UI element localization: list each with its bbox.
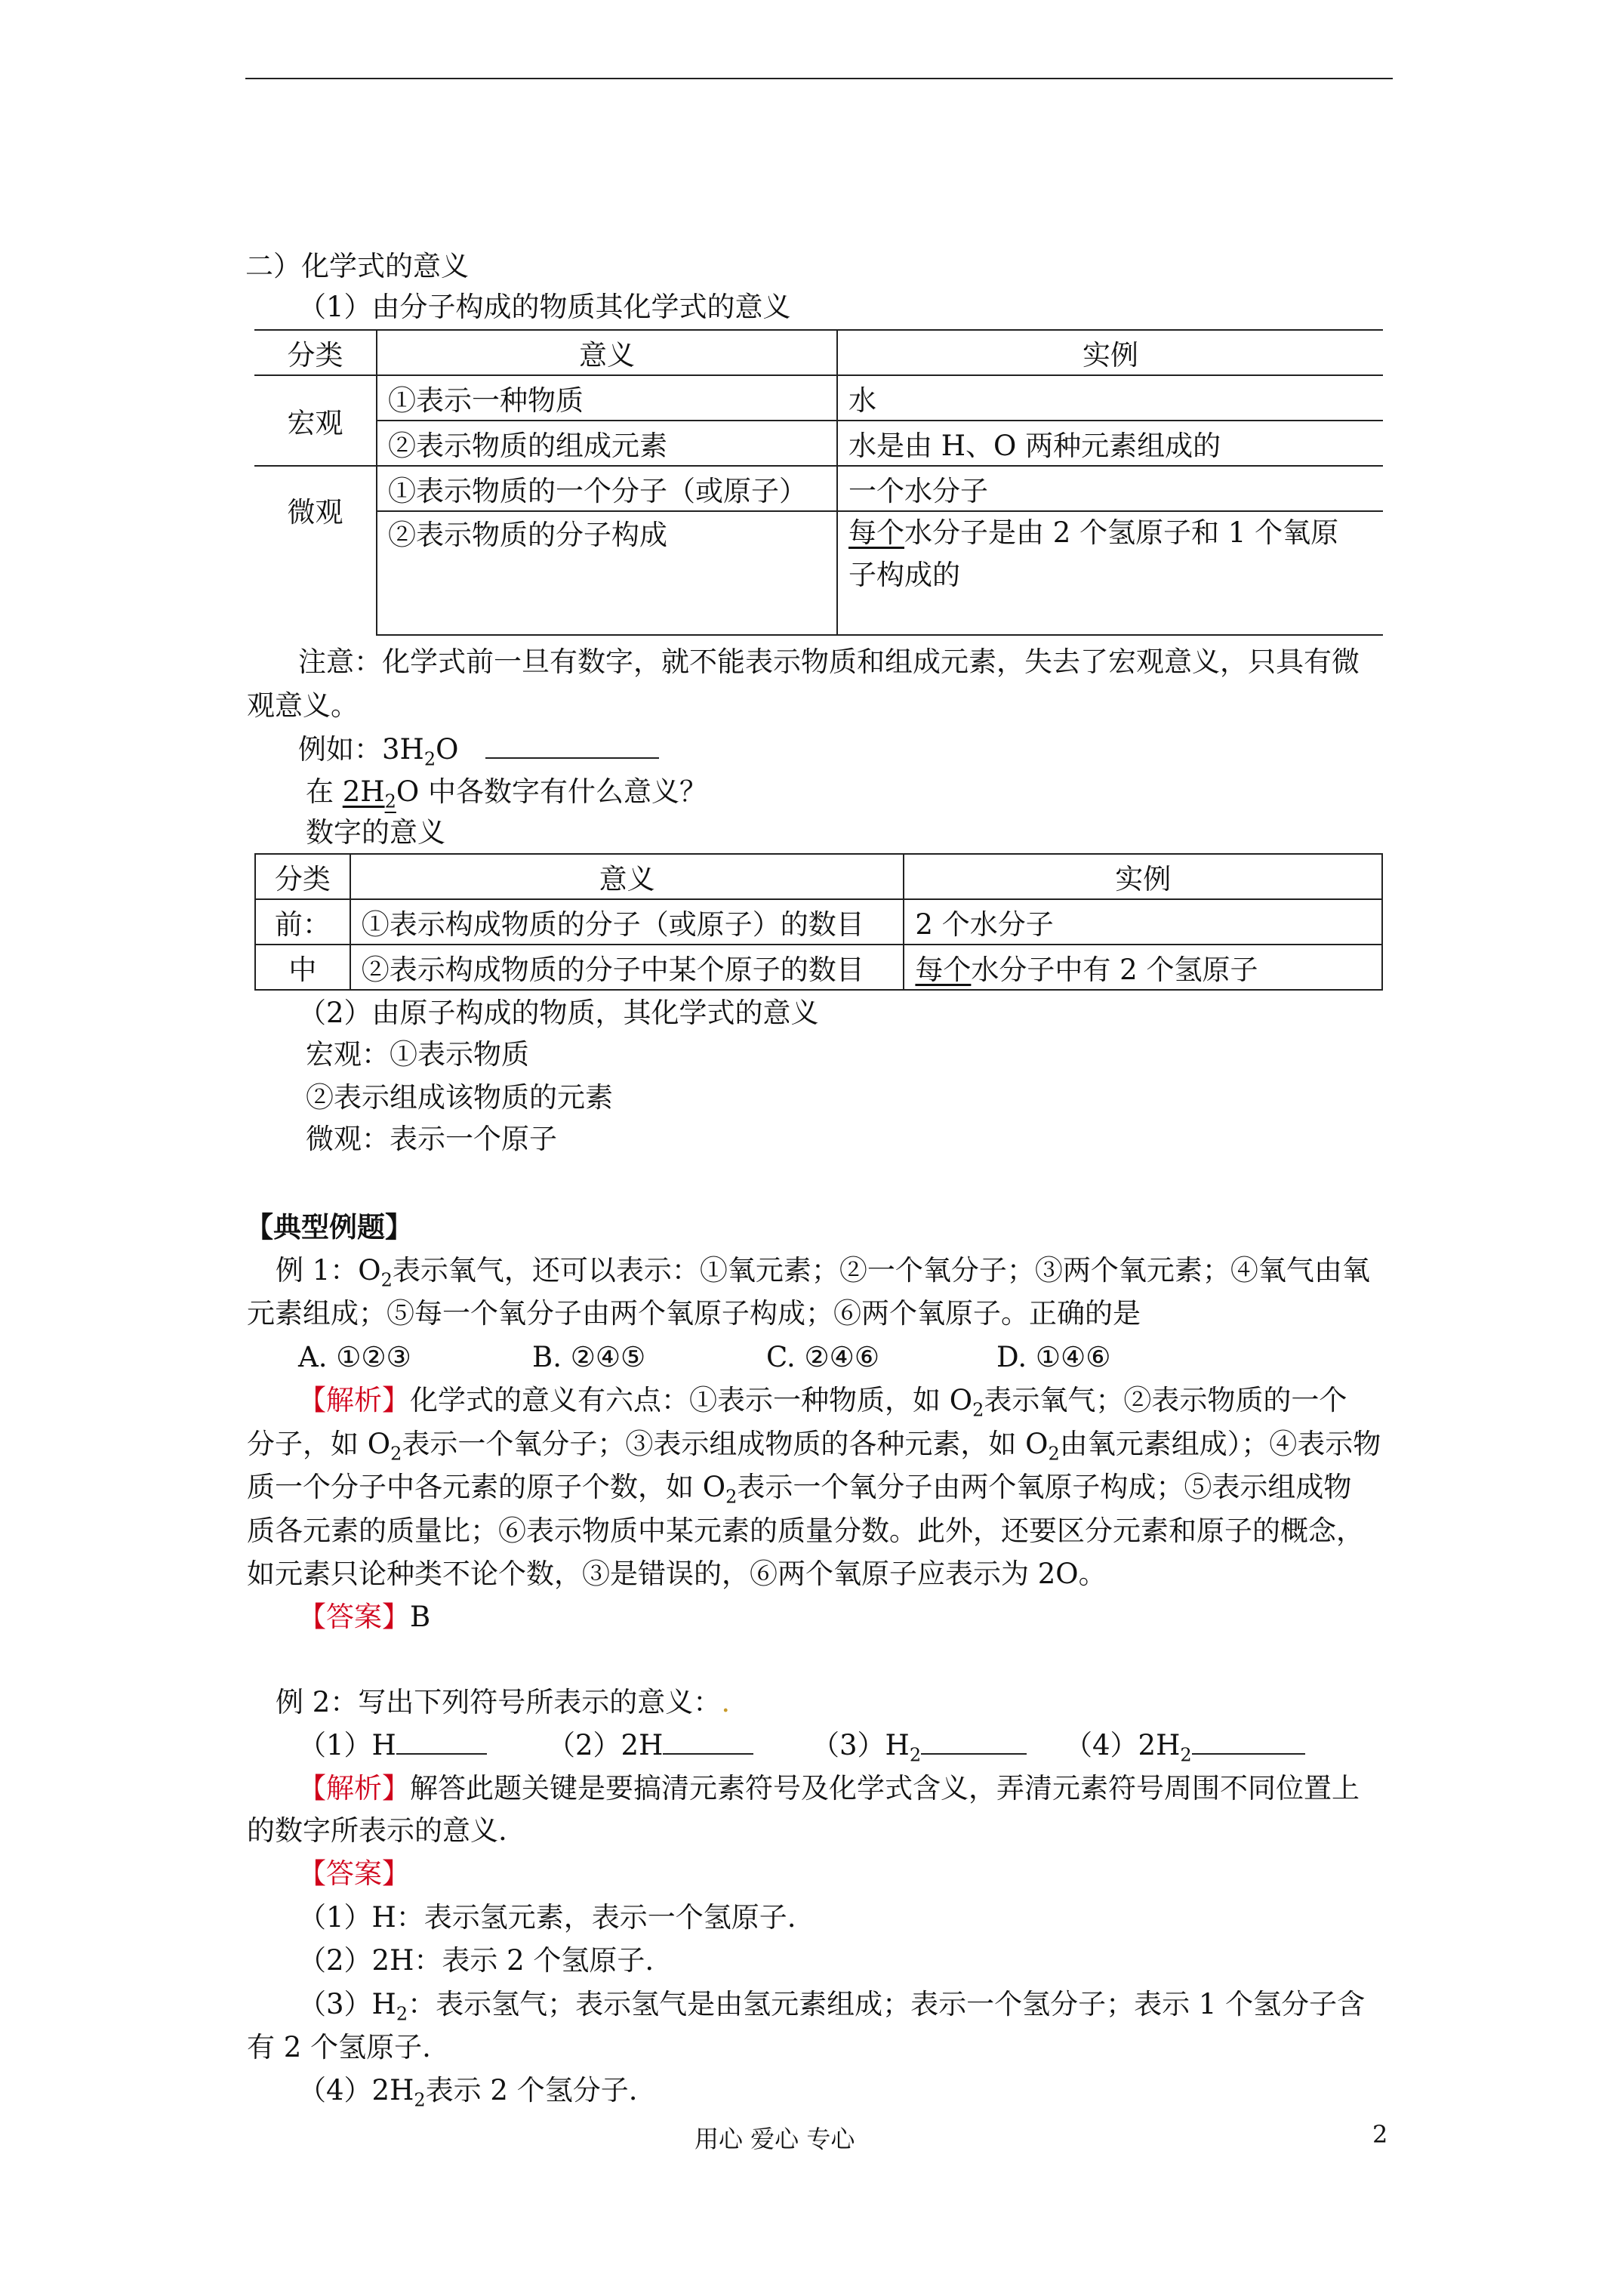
example-2-title bbox=[276, 1684, 730, 1721]
example-text-line2: 子构成的 bbox=[848, 559, 960, 591]
analysis-text: 表示一个氧分子由两个氧原子构成；⑤表示组成物 bbox=[737, 1471, 1352, 1503]
subscript: 2 bbox=[972, 1399, 984, 1421]
subscript: 2 bbox=[396, 2003, 408, 2025]
numbers-title: 数字的意义 bbox=[306, 816, 445, 849]
subsection-2-title: （2）由原子构成的物质，其化学式的意义 bbox=[298, 997, 819, 1029]
blank-item-3 bbox=[812, 1727, 1027, 1764]
header-example: 实例 bbox=[837, 330, 1383, 375]
table-cell-example: 2 个水分子 bbox=[904, 899, 1382, 945]
table-header-row bbox=[255, 854, 1382, 899]
answer-2-label: 【答案】 bbox=[298, 1857, 410, 1890]
table-row bbox=[254, 466, 1383, 511]
underlined-formula: 2H bbox=[342, 775, 385, 808]
option-c[interactable]: C. ②④⑥ bbox=[766, 1341, 880, 1373]
option-d[interactable]: D. ①④⑥ bbox=[996, 1341, 1111, 1373]
table-cell-meaning: ①表示物质的一个分子（或原子） bbox=[377, 466, 837, 511]
header-example: 实例 bbox=[904, 854, 1382, 899]
answer-blank[interactable] bbox=[396, 1727, 487, 1755]
subsection-1-title: （1）由分子构成的物质其化学式的意义 bbox=[298, 291, 791, 323]
header-meaning: 意义 bbox=[377, 330, 837, 375]
analysis-text: 表示氧气；②表示物质的一个 bbox=[984, 1384, 1347, 1416]
answer-text: ：表示氢气；表示氢气是由氢元素组成；表示一个氢分子；表示 1 个氢分子含 bbox=[408, 1988, 1366, 2020]
item-label: （3）H bbox=[812, 1729, 910, 1761]
underlined-text: 每个 bbox=[848, 516, 904, 549]
subscript: 2 bbox=[384, 791, 396, 812]
answer-label: 【答案】 bbox=[298, 1601, 410, 1633]
blank-item-1 bbox=[298, 1727, 487, 1764]
blank-item-2 bbox=[547, 1727, 753, 1764]
item-label: （2）2H bbox=[547, 1729, 664, 1761]
table-header-row bbox=[254, 330, 1383, 375]
answer-blank[interactable] bbox=[921, 1727, 1027, 1755]
subscript: 2 bbox=[423, 748, 436, 770]
analysis-text: 分子，如 O bbox=[247, 1428, 391, 1460]
analysis-label: 【解析】 bbox=[298, 1384, 410, 1416]
answer-2-item-2: （2）2H：表示 2 个氢原子. bbox=[298, 1944, 654, 1977]
answer-2-item-1: （1）H：表示氢元素，表示一个氢原子. bbox=[298, 1901, 796, 1934]
analysis-text: 由氧元素组成）；④表示物 bbox=[1059, 1428, 1381, 1460]
dot-mark: . bbox=[721, 1686, 731, 1718]
analysis-text: 解答此题关键是要搞清元素符号及化学式含义，弄清元素符号周围不同位置上 bbox=[410, 1772, 1360, 1804]
table-row bbox=[255, 945, 1382, 990]
answer-blank[interactable] bbox=[1192, 1727, 1305, 1755]
table-cell-meaning: ②表示物质的组成元素 bbox=[377, 421, 837, 466]
example-line bbox=[298, 731, 659, 769]
option-a[interactable]: A. ①②③ bbox=[298, 1341, 411, 1373]
answer-2-item-3 bbox=[298, 1986, 1365, 2023]
table-row bbox=[254, 511, 1383, 635]
answer-1-line bbox=[298, 1598, 430, 1636]
table-row bbox=[254, 421, 1383, 466]
micro-label: 微观 bbox=[254, 466, 377, 635]
header-category: 分类 bbox=[255, 854, 350, 899]
subsection-2-macro-2: ②表示组成该物质的元素 bbox=[306, 1081, 613, 1114]
subscript: 2 bbox=[390, 1443, 402, 1465]
analysis-text: 质一个分子中各元素的原子个数，如 O bbox=[247, 1471, 726, 1503]
subscript: 2 bbox=[909, 1744, 922, 1766]
section-title: 二）化学式的意义 bbox=[245, 250, 469, 282]
question-text: 在 bbox=[306, 775, 343, 808]
analysis-1-line-1 bbox=[298, 1382, 1347, 1419]
table-row bbox=[255, 899, 1382, 945]
analysis-label: 【解析】 bbox=[298, 1772, 410, 1804]
question-line bbox=[306, 773, 707, 811]
header-rule bbox=[245, 78, 1393, 79]
analysis-2-line-1 bbox=[298, 1770, 1360, 1808]
page-number: 2 bbox=[1372, 2120, 1388, 2149]
header-category: 分类 bbox=[254, 330, 377, 375]
underlined-text: 每个 bbox=[915, 954, 972, 986]
formula-meaning-table bbox=[254, 329, 1383, 636]
subscript: 2 bbox=[1048, 1443, 1060, 1465]
analysis-1-line-5: 如元素只论种类不论个数，③是错误的，⑥两个氧原子应表示为 2O。 bbox=[247, 1558, 1107, 1590]
footer-motto: 用心 爱心 专心 bbox=[694, 2125, 855, 2153]
table-cell-example: 水是由 H、O 两种元素组成的 bbox=[837, 421, 1383, 466]
table-cell-meaning: ②表示物质的分子构成 bbox=[377, 511, 837, 635]
table-cell-meaning: ①表示构成物质的分子（或原子）的数目 bbox=[350, 899, 904, 945]
note-line-1: 注意：化学式前一旦有数字，就不能表示物质和组成元素，失去了宏观意义，只具有微 bbox=[298, 646, 1360, 678]
answer-2-item-4 bbox=[298, 2072, 637, 2110]
answer-2-item-3-line-2: 有 2 个氢原子. bbox=[247, 2031, 431, 2063]
table-cell-meaning: ②表示构成物质的分子中某个原子的数目 bbox=[350, 945, 904, 990]
analysis-2-line-2: 的数字所表示的意义. bbox=[247, 1814, 507, 1847]
subsection-2-micro: 微观：表示一个原子 bbox=[306, 1123, 557, 1155]
example-1-line-2: 元素组成；⑤每一个氧分子由两个氧原子构成；⑥两个氧原子。正确的是 bbox=[247, 1297, 1141, 1330]
item-label: （1）H bbox=[298, 1729, 396, 1761]
analysis-text: 化学式的意义有六点：①表示一种物质，如 O bbox=[410, 1384, 973, 1416]
example-tail: O bbox=[436, 733, 459, 766]
subsection-2-macro-1: 宏观：①表示物质 bbox=[306, 1038, 529, 1071]
question-text: O 中各数字有什么意义？ bbox=[396, 775, 707, 808]
table-row bbox=[254, 375, 1383, 421]
table-cell-example: 水 bbox=[837, 375, 1383, 421]
table-cell-example: 一个水分子 bbox=[837, 466, 1383, 511]
macro-label: 宏观 bbox=[254, 375, 377, 466]
subscript: 2 bbox=[380, 1269, 393, 1291]
example-text: 水分子是由 2 个氢原子和 1 个氧原 bbox=[904, 516, 1339, 549]
answer-text: （4）2H bbox=[298, 2074, 414, 2106]
table-cell-example bbox=[837, 511, 1383, 635]
answer-text: （3）H bbox=[298, 1988, 396, 2020]
table-cell-category: 前： bbox=[255, 899, 350, 945]
blank-item-4 bbox=[1064, 1727, 1305, 1764]
table-cell-meaning: ①表示一种物质 bbox=[377, 375, 837, 421]
example-1-prefix: 例 1：O bbox=[276, 1254, 381, 1287]
example-label: 例如：3H bbox=[298, 733, 424, 766]
example-1-text: 表示氧气，还可以表示：①氧元素；②一个氧分子；③两个氧元素；④氧气由氧 bbox=[392, 1254, 1370, 1287]
number-meaning-table bbox=[254, 853, 1383, 991]
answer-blank[interactable] bbox=[663, 1727, 753, 1755]
item-label: （4）2H bbox=[1064, 1729, 1181, 1761]
subscript: 2 bbox=[1180, 1744, 1192, 1766]
answer-text: 表示 2 个氢分子. bbox=[425, 2074, 638, 2106]
header-meaning: 意义 bbox=[350, 854, 904, 899]
analysis-1-line-4: 质各元素的质量比；⑥表示物质中某元素的质量分数。此外，还要区分元素和原子的概念， bbox=[247, 1515, 1364, 1547]
answer-value: B bbox=[410, 1601, 431, 1633]
analysis-text: 表示一个氧分子；③表示组成物质的各种元素，如 O bbox=[402, 1428, 1049, 1460]
subscript: 2 bbox=[725, 1486, 738, 1508]
example-text: 水分子中有 2 个氢原子 bbox=[971, 954, 1258, 986]
table-cell-category: 中 bbox=[255, 945, 350, 990]
table-cell-example bbox=[904, 945, 1382, 990]
answer-blank[interactable] bbox=[485, 732, 659, 759]
example-1-line-1 bbox=[276, 1252, 1370, 1290]
analysis-1-line-3 bbox=[247, 1469, 1351, 1506]
example-2-text: 例 2：写出下列符号所表示的意义： bbox=[276, 1686, 722, 1718]
analysis-1-line-2 bbox=[247, 1425, 1381, 1463]
subscript: 2 bbox=[414, 2089, 426, 2111]
option-b[interactable]: B. ②④⑤ bbox=[532, 1341, 646, 1373]
typical-examples-title: 【典型例题】 bbox=[245, 1210, 413, 1244]
note-line-2: 观意义。 bbox=[247, 689, 359, 722]
